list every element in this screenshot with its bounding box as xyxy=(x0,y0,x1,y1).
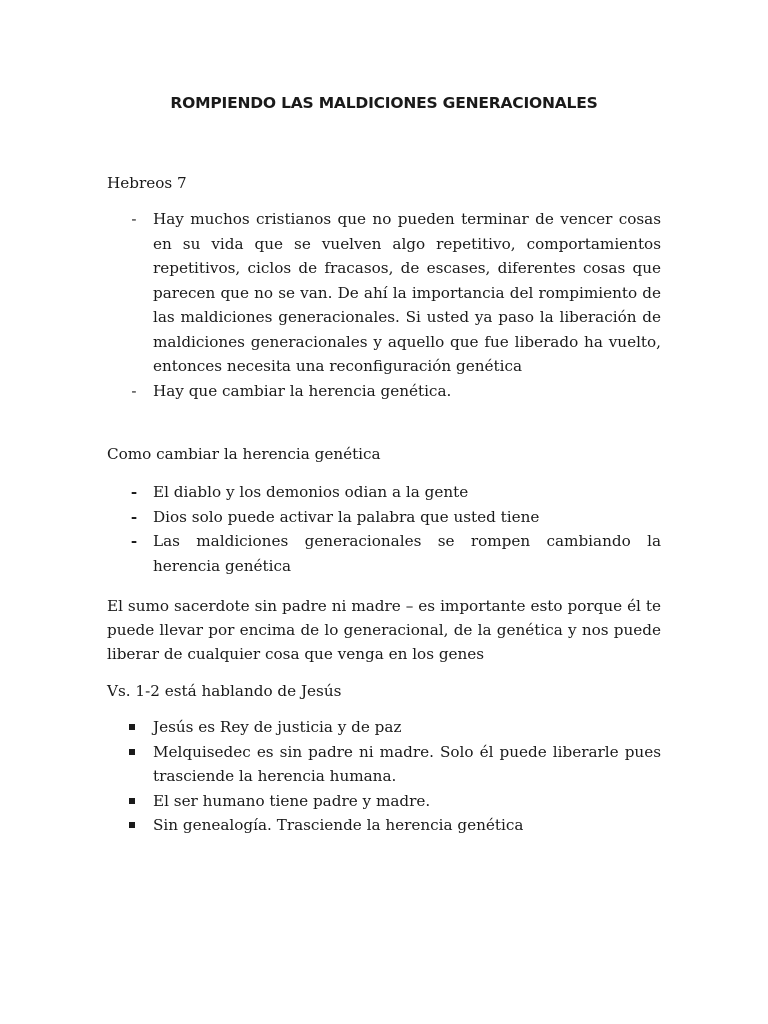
document-title: ROMPIENDO LAS MALDICIONES GENERACIONALES xyxy=(170,94,598,112)
list-item: - Dios solo puede activar la palabra que usted tiene xyxy=(107,505,661,530)
dash-bullet: - xyxy=(130,483,138,501)
verse-heading: Vs. 1-2 está hablando de Jesús xyxy=(107,682,342,700)
section-heading: Como cambiar la herencia genética xyxy=(107,445,381,463)
dash-bullet: - xyxy=(131,210,137,228)
list-item: - El diablo y los demonios odian a la gente xyxy=(107,480,661,505)
list-item: El ser humano tiene padre y madre. xyxy=(153,791,431,810)
bullet-list-verse xyxy=(107,715,661,838)
body-paragraph: El sumo sacerdote sin padre ni madre – es importante esto porque él te puede llevar por encima de lo generacional, de la genética y nos puede liberar de cualquier cosa que venga en los genes xyxy=(107,597,661,663)
dash-bullet: - xyxy=(130,532,138,550)
list-item: Melquisedec es sin padre ni madre. Solo él puede liberarle pues trasciende la herencia humana. xyxy=(153,742,661,785)
list-item: Sin genealogía. Trasciende la herencia genética xyxy=(153,816,524,834)
dash-bullet: - xyxy=(131,381,137,400)
list-item: - Hay muchos cristianos que no pueden terminar de vencer cosas en su vida que se vuelven algo repetitivo, comportamientos repetitivos, ciclos de fracasos, de escases, diferentes cosas que parecen que no se van. De ahí la importancia del rompimiento de las maldiciones generacionales. Si usted ya paso la liberación de maldiciones generacionales y aquello que fue liberado ha vuelto, entonces necesita una reconfiguración genética xyxy=(107,207,661,379)
bullet-list-intro xyxy=(107,207,661,403)
scripture-reference: Hebreos 7 xyxy=(107,174,187,192)
list-item: Jesús es Rey de justicia y de paz xyxy=(153,718,402,736)
dash-bullet: - xyxy=(130,507,138,526)
bullet-list-how xyxy=(107,480,661,578)
list-item: - Las maldiciones generacionales se rompen cambiando la herencia genética xyxy=(107,529,661,578)
list-item: - Hay que cambiar la herencia genética. xyxy=(107,379,661,404)
